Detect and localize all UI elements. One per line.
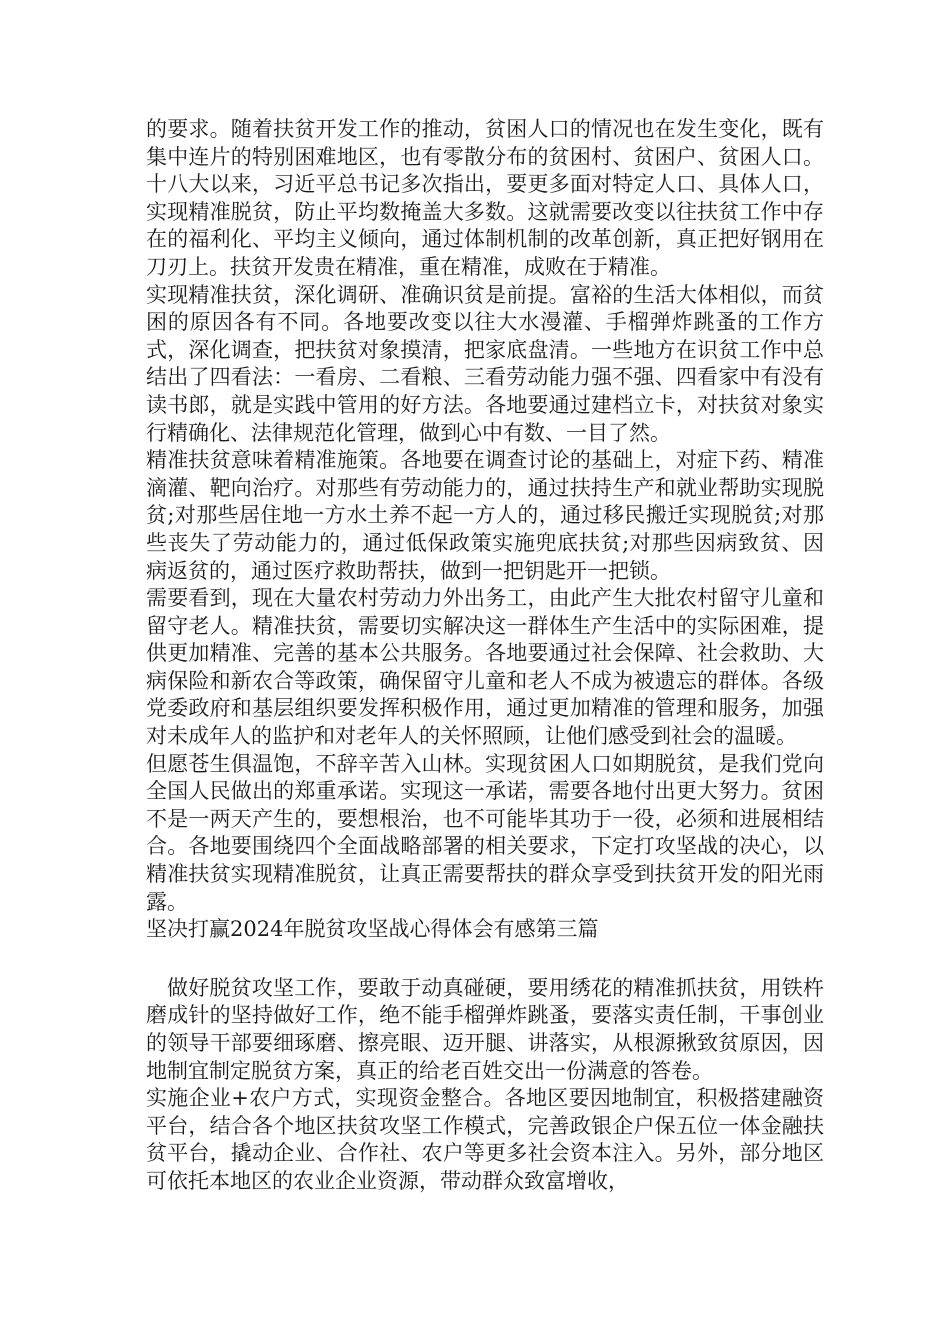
paragraph: 需要看到，现在大量农村劳动力外出务工，由此产生大批农村留守儿童和留守老人。精准扶贫，需要切实解决这一群体生产生活中的实际困难，提供更加精准、完善的基本公共服务。各地要通过社会保障、社会救助、大病保险和新农合等政策，确保留守儿童和老人不成为被遗忘的群体。各级党委政府和基层组织要发挥积极作用，通过更加精准的管理和服务，加强对未成年人的监护和对老年人的关怀照顾，让他们感受到社会的温暖。 bbox=[146, 586, 824, 749]
paragraph: 做好脱贫攻坚工作，要敢于动真碰硬，要用绣花的精准抓扶贫，用铁杵磨成针的坚持做好工作，绝不能手榴弹炸跳蚤，要落实责任制，干事创业的领导干部要细琢磨、擦亮眼、迈开腿、讲落实，从根源揪致贫原因，因地制宜制定脱贫方案，真正的给老百姓交出一份满意的答卷。 bbox=[146, 975, 824, 1083]
paragraph: 实施企业+农户方式，实现资金整合。各地区要因地制宜，积极搭建融资平台，结合各个地区扶贫攻坚工作模式，完善政银企户保五位一体金融扶贫平台，撬动企业、合作社、农户等更多社会资本注入。另外，部分地区可依托本地区的农业企业资源，带动群众致富增收， bbox=[146, 1086, 824, 1193]
paragraph: 实现精准扶贫，深化调研、准确识贫是前提。富裕的生活大体相似，而贫困的原因各有不同。各地要改变以往大水漫灌、手榴弹炸跳蚤的工作方式，深化调查，把扶贫对象摸清，把家底盘清。一些地方在识贫工作中总结出了四看法：一看房、二看粮、三看劳动能力强不强、四看家中有没有读书郎，就是实践中管用的好方法。各地要通过建档立卡，对扶贫对象实行精确化、法律规范化管理，做到心中有数、一目了然。 bbox=[146, 282, 824, 445]
section-heading: 坚决打赢2024年脱贫攻坚战心得体会有感第三篇 bbox=[146, 917, 599, 942]
paragraph: 精准扶贫意味着精准施策。各地要在调查讨论的基础上，对症下药、精准滴灌、靶向治疗。对那些有劳动能力的，通过扶持生产和就业帮助实现脱贫;对那些居住地一方水土养不起一方人的，通过移民搬迁实现脱贫;对那些丧失了劳动能力的，通过低保政策实施兜底扶贫;对那些因病致贫、因病返贫的，通过医疗救助帮扶，做到一把钥匙开一把锁。 bbox=[146, 448, 824, 583]
paragraph: 的要求。随着扶贫开发工作的推动，贫困人口的情况也在发生变化，既有集中连片的特别困难地区，也有零散分布的贫困村、贫困户、贫困人口。十八大以来，习近平总书记多次指出，要更多面对特定人口、具体人口，实现精准脱贫，防止平均数掩盖大多数。这就需要改变以往扶贫工作中存在的福利化、平均主义倾向，通过体制机制的改革创新，真正把好钢用在刀刃上。扶贫开发贵在精准，重在精准，成败在于精准。 bbox=[146, 117, 824, 279]
blank-line bbox=[146, 944, 824, 975]
paragraph: 但愿苍生俱温饱，不辞辛苦入山林。实现贫困人口如期脱贫，是我们党向全国人民做出的郑重承诺。实现这一承诺，需要各地付出更大努力。贫困不是一两天产生的，要想根治，也不可能毕其功于一役，必须和进展相结合。各地要围绕四个全面战略部署的相关要求，下定打攻坚战的决心，以精准扶贫实现精准脱贫，让真正需要帮扶的群众享受到扶贫开发的阳光雨露。 bbox=[146, 751, 824, 914]
document-page bbox=[146, 116, 824, 1196]
